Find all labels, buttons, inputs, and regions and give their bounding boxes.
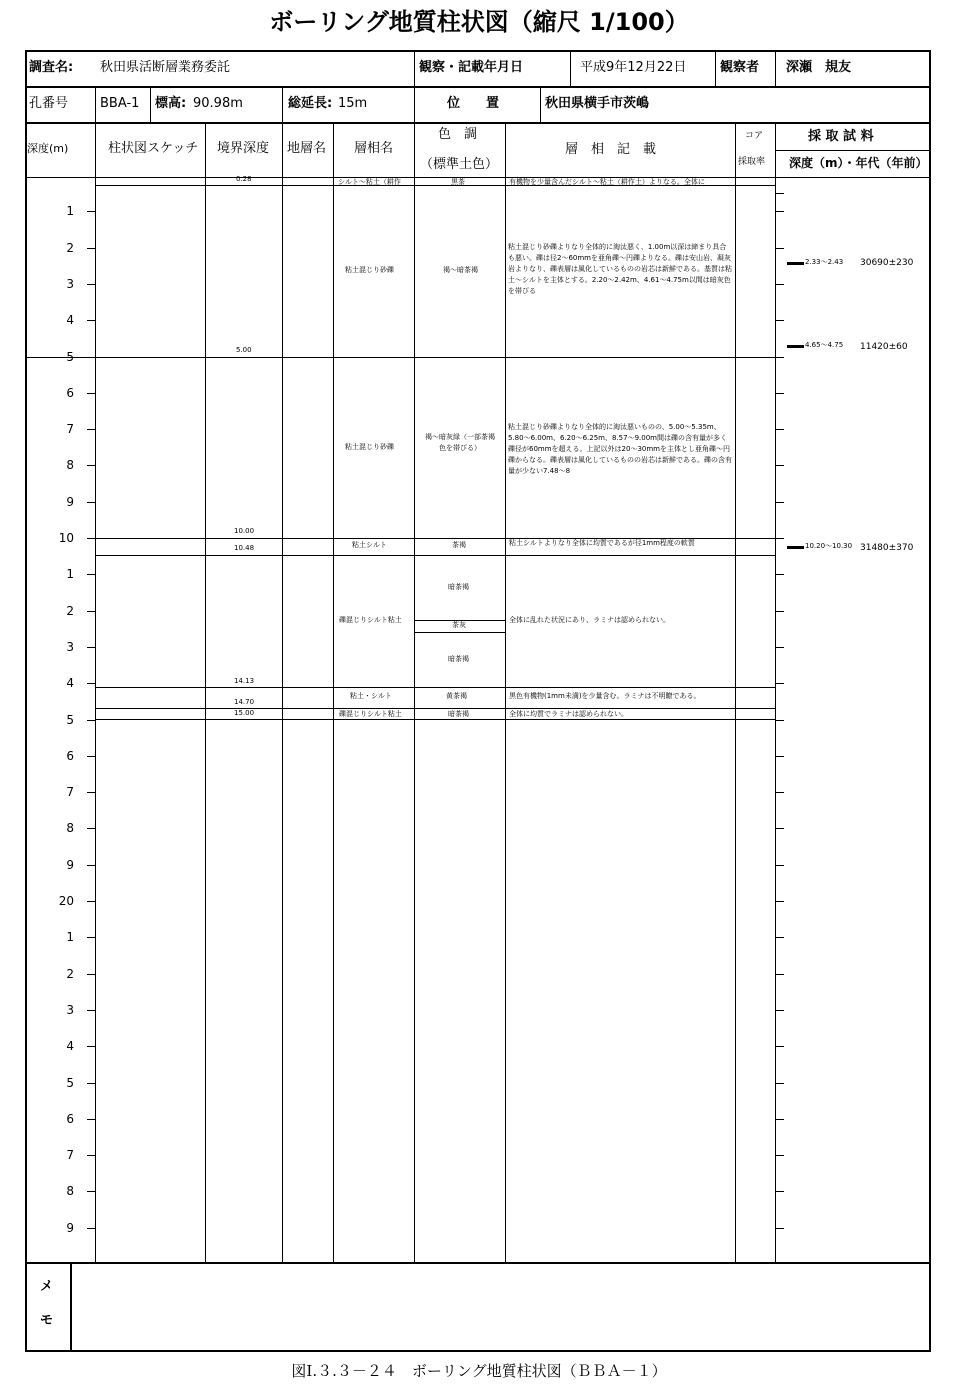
depth-tick (87, 1155, 96, 1156)
depth-label: 1 (66, 204, 74, 218)
sample-tick (775, 974, 784, 975)
depth-tick (87, 901, 96, 902)
depth-label: 6 (66, 1112, 74, 1126)
sample-tick (775, 1083, 784, 1084)
sample-marker (787, 546, 804, 549)
header-separator (282, 86, 283, 122)
depth-label: 6 (66, 749, 74, 763)
depth-label: 8 (66, 821, 74, 835)
header-separator (715, 50, 716, 86)
column-separator (505, 122, 506, 1262)
total-length: 15m (338, 96, 368, 111)
sample-tick (775, 357, 784, 358)
boundary-depth: 15.00 (234, 709, 255, 717)
sample-age: 11420±60 (860, 342, 908, 352)
header-separator (150, 86, 151, 122)
depth-label: 3 (66, 640, 74, 654)
depth-tick (87, 211, 96, 212)
layer-color: 茶灰 (452, 621, 466, 629)
sample-tick (775, 683, 784, 684)
layer-color: 黒茶 (451, 178, 465, 186)
depth-tick (87, 683, 96, 684)
column-separator (95, 122, 96, 1262)
col-core-top: コア (745, 131, 764, 141)
sample-tick (775, 901, 784, 902)
layer-color: 暗茶褐 (448, 655, 469, 663)
depth-label: 2 (66, 604, 74, 618)
boundary-depth: 10.48 (234, 544, 255, 552)
figure-caption: 図Ⅰ.３.３－２４ ボーリング地質柱状図（ＢＢＡ－１） (291, 1362, 667, 1380)
observer: 深瀬 規友 (786, 60, 852, 75)
location-label: 位 置 (447, 96, 500, 111)
depth-tick (87, 647, 96, 648)
depth-label: 7 (66, 1148, 74, 1162)
elevation: 90.98m (193, 96, 243, 111)
depth-tick (87, 756, 96, 757)
boring-log-sheet (25, 50, 931, 1352)
sample-tick (775, 1046, 784, 1047)
depth-tick (87, 1119, 96, 1120)
sample-tick (775, 248, 784, 249)
depth-tick (87, 792, 96, 793)
header-separator (95, 86, 96, 122)
sample-tick (775, 502, 784, 503)
sample-tick (775, 429, 784, 430)
observer-label: 観察者 (720, 60, 760, 75)
col-facies: 層相名 (354, 141, 394, 156)
column-separator (282, 122, 283, 1262)
depth-label: 2 (66, 967, 74, 981)
depth-tick (87, 865, 96, 866)
column-separator (414, 122, 415, 1262)
depth-label: 20 (58, 894, 74, 908)
hole-no: BBA-1 (100, 96, 140, 111)
sample-age: 31480±370 (860, 543, 914, 553)
obs-date-label: 観察・記載年月日 (419, 60, 524, 75)
depth-tick (87, 465, 96, 466)
header-separator (414, 86, 415, 122)
depth-label: 6 (66, 386, 74, 400)
depth-label: 9 (66, 495, 74, 509)
layer-description: 有機物を少量含んだシルト～粘土（耕作土）よりなる。全体に (509, 178, 705, 186)
column-header-divider (25, 177, 931, 178)
depth-tick (87, 502, 96, 503)
col-sketch: 柱状図スケッチ (108, 141, 199, 156)
sample-tick (775, 1191, 784, 1192)
sample-tick (775, 611, 784, 612)
elevation-label: 標高: (155, 96, 187, 111)
depth-tick (87, 1010, 96, 1011)
depth-tick (87, 248, 96, 249)
depth-tick (87, 937, 96, 938)
depth-label: 3 (66, 1003, 74, 1017)
sample-tick (775, 320, 784, 321)
col-sample-top: 採 取 試 料 (808, 129, 874, 144)
memo-label-2: モ (40, 1313, 54, 1328)
sample-depth: 2.33～2.43 (805, 258, 844, 266)
sample-tick (775, 465, 784, 466)
depth-tick (87, 429, 96, 430)
depth-tick (87, 393, 96, 394)
depth-label: 8 (66, 1184, 74, 1198)
col-color-bottom: （標準土色） (420, 157, 499, 172)
layer-facies: 礫混じりシルト粘土 (339, 710, 402, 718)
sample-tick (775, 284, 784, 285)
sample-depth: 10.20～10.30 (805, 542, 853, 550)
depth-label: 8 (66, 458, 74, 472)
depth-tick (87, 1046, 96, 1047)
depth-tick (87, 974, 96, 975)
depth-label: 10 (58, 531, 74, 545)
total-length-label: 総延長: (288, 96, 333, 111)
sample-tick (775, 828, 784, 829)
layer-description: 粘土シルトよりなり全体に均質であるが径1mm程度の軟質 (509, 539, 695, 547)
sample-tick (775, 865, 784, 866)
depth-label: 5 (66, 713, 74, 727)
depth-label: 7 (66, 422, 74, 436)
header-separator (540, 86, 541, 122)
layer-facies: 粘土シルト (352, 541, 387, 549)
sample-tick (775, 1228, 784, 1229)
memo-area[interactable] (72, 1264, 929, 1350)
column-separator (333, 122, 334, 1262)
layer-boundary (25, 357, 775, 358)
sample-header-divider (775, 150, 931, 151)
obs-date: 平成9年12月22日 (580, 60, 687, 75)
layer-color: 褐～暗灰緑（一部茶褐色を帯びる） (425, 433, 495, 452)
layer-boundary (95, 555, 775, 556)
depth-tick (87, 720, 96, 721)
boundary-depth: 5.00 (236, 346, 252, 354)
boundary-depth: 0.28 (236, 175, 252, 183)
layer-description: 粘土混じり砂礫よりなり全体的に淘汰悪いものの、5.00～5.35m、5.80～6.00m、6.20～6.25m、8.57～9.00m間は礫の含有量が多く礫径が60mmを超える。上記以外は20～30mmを主体とし亜角礫～円礫からなる。礫表層は風化しているものの岩芯は新鮮である。礫の含有量が少ない7.48～8 (508, 423, 732, 475)
depth-label: 7 (66, 785, 74, 799)
depth-tick (87, 320, 96, 321)
layer-facies: 粘土混じり砂礫 (345, 443, 394, 451)
layer-color: 褐～暗茶褐 (443, 266, 478, 274)
header-row-divider (25, 86, 931, 88)
sample-marker (787, 345, 804, 348)
column-separator (775, 122, 776, 1262)
col-description: 層 相 記 載 (565, 142, 657, 157)
depth-tick (87, 284, 96, 285)
header-separator (414, 50, 415, 86)
sample-tick (775, 937, 784, 938)
depth-tick (87, 828, 96, 829)
depth-label: 4 (66, 313, 74, 327)
depth-label: 5 (66, 350, 74, 364)
sample-tick (775, 538, 784, 539)
column-separator (205, 122, 206, 1262)
depth-label: 4 (66, 676, 74, 690)
col-color-top: 色 調 (438, 127, 478, 142)
survey-label: 調査名: (29, 60, 74, 75)
sample-tick (775, 1010, 784, 1011)
sample-tick (775, 393, 784, 394)
depth-label: 5 (66, 1076, 74, 1090)
boundary-depth: 14.13 (234, 677, 255, 685)
sample-tick (775, 1155, 784, 1156)
layer-boundary (95, 719, 775, 720)
depth-tick (87, 611, 96, 612)
header-row-divider (25, 122, 931, 124)
col-boundary: 境界深度 (217, 141, 270, 156)
depth-tick (87, 1083, 96, 1084)
layer-color: 暗茶褐 (448, 710, 469, 718)
color-boundary (414, 632, 505, 633)
layer-description: 粘土混じり砂礫よりなり全体的に淘汰悪く、1.00m以深は締まり具合も悪い。礫は径2～60mmを亜角礫～円礫よりなる。礫は安山岩、凝灰岩よりなり、礫表層は風化しているものの岩芯は新鮮である。基質は粘土～シルトを主体とする。2.20～2.42m、4.61～4.75m以間は暗灰色を帯びる (508, 243, 732, 295)
sample-tick (775, 792, 784, 793)
sample-tick (775, 647, 784, 648)
boundary-depth: 14.70 (234, 698, 255, 706)
layer-boundary (95, 687, 775, 688)
depth-label: 9 (66, 1221, 74, 1235)
sample-tick (775, 193, 784, 194)
sample-tick (775, 574, 784, 575)
sample-tick (775, 720, 784, 721)
hole-no-label: 孔番号 (29, 96, 69, 111)
layer-facies: 礫混じりシルト粘土 (339, 616, 402, 624)
location: 秋田県横手市茨嶋 (545, 96, 650, 111)
sample-tick (775, 211, 784, 212)
column-separator (735, 122, 736, 1262)
sample-depth: 4.65～4.75 (805, 341, 844, 349)
layer-boundary (95, 708, 775, 709)
layer-description: 全体に均質でラミナは認められない。 (509, 710, 628, 718)
depth-tick (87, 1228, 96, 1229)
depth-label: 3 (66, 277, 74, 291)
layer-color: 茶褐 (452, 541, 466, 549)
page-title: ボーリング地質柱状図（縮尺 1/100） (269, 8, 689, 36)
sample-age: 30690±230 (860, 258, 914, 268)
col-sample-bottom: 深度（m）・年代（年前） (789, 156, 928, 170)
depth-label: 1 (66, 930, 74, 944)
depth-label: 1 (66, 567, 74, 581)
sample-tick (775, 756, 784, 757)
header-separator (570, 50, 571, 86)
col-formation: 地層名 (287, 141, 327, 156)
depth-label: 9 (66, 858, 74, 872)
layer-color: 黄茶褐 (446, 692, 467, 700)
depth-tick (87, 1191, 96, 1192)
layer-description: 全体に乱れた状況にあり、ラミナは認められない。 (509, 616, 670, 624)
header-separator (775, 50, 776, 86)
depth-label: 2 (66, 241, 74, 255)
sample-tick (775, 1119, 784, 1120)
survey-name: 秋田県活断層業務委託 (100, 60, 231, 75)
col-depth: 深度(m) (27, 142, 69, 155)
layer-facies: 粘土混じり砂礫 (345, 266, 394, 274)
sample-marker (787, 262, 804, 265)
boundary-depth: 10.00 (234, 527, 255, 535)
depth-label: 4 (66, 1039, 74, 1053)
layer-color: 暗茶褐 (448, 583, 469, 591)
memo-label-1: メ (40, 1279, 54, 1294)
depth-tick (87, 574, 96, 575)
col-core-bottom: 採取率 (738, 157, 766, 167)
layer-facies: シルト～粘土（耕作 (338, 178, 401, 186)
layer-description: 黒色有機物(1mm未満)を少量含む。ラミナは不明瞭である。 (509, 692, 701, 700)
layer-facies: 粘土・シルト (350, 692, 392, 700)
